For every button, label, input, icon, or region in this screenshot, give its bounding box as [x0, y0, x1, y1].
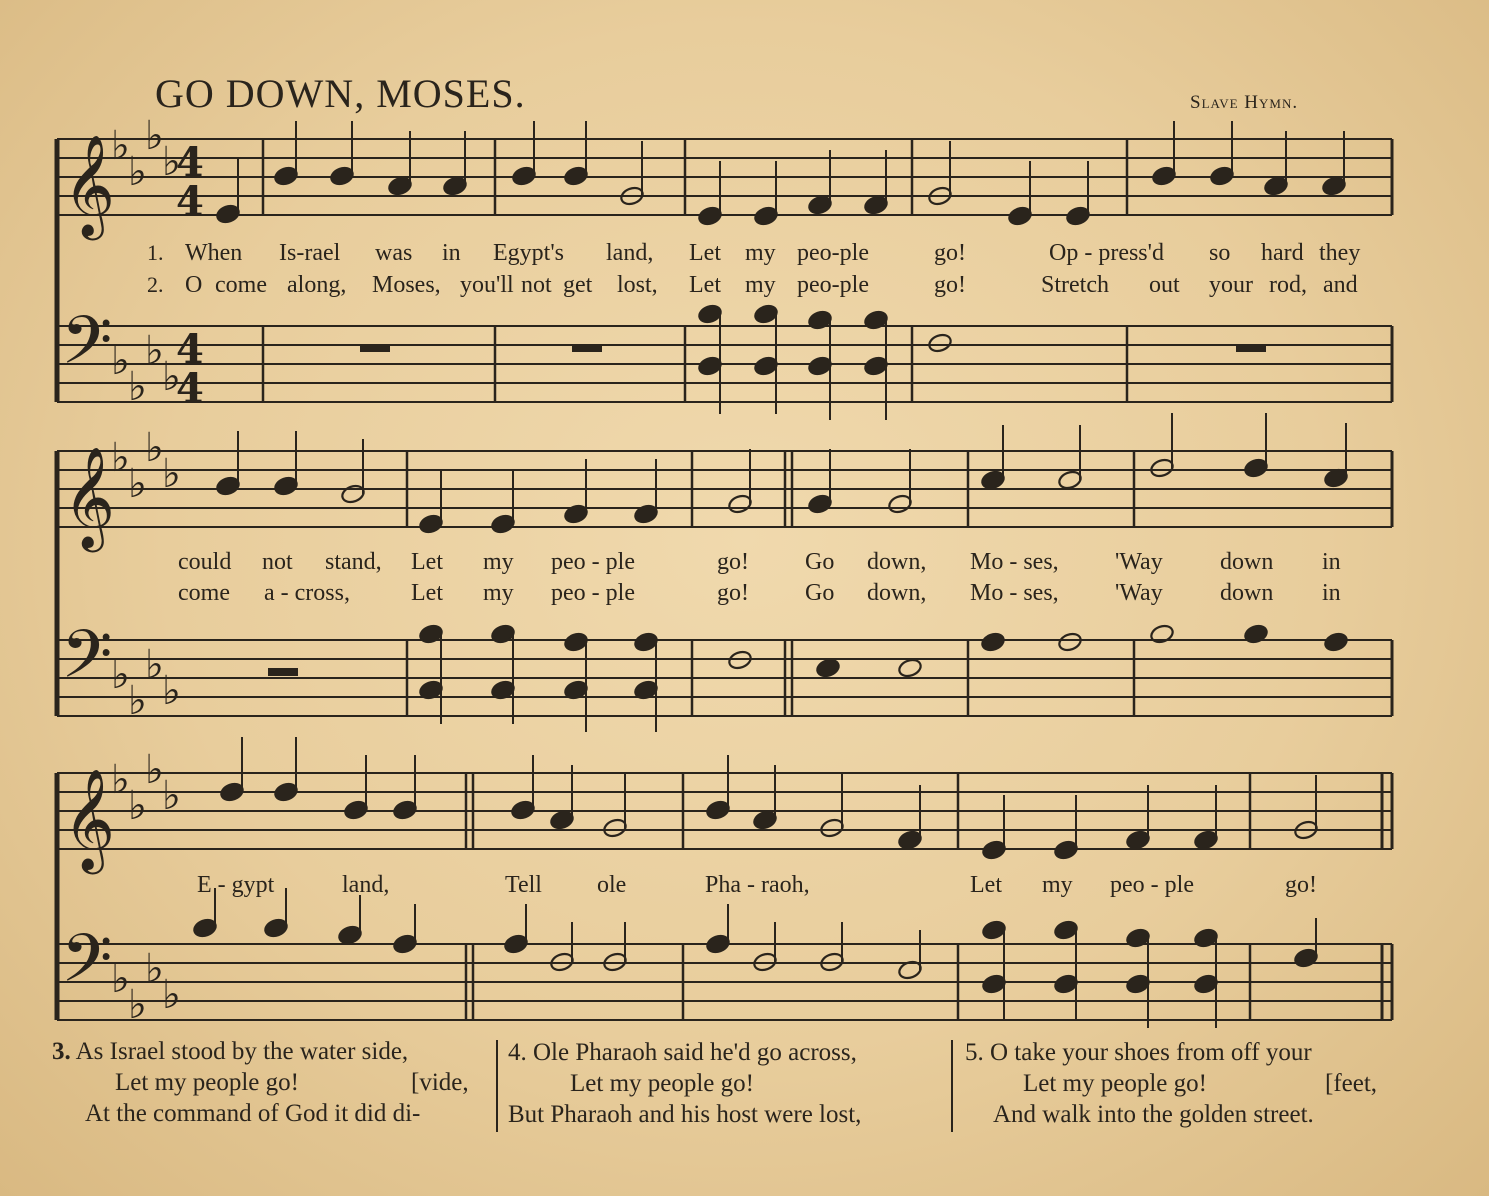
time-signature: 4 [176, 178, 204, 225]
flat-icon: ♭ [162, 354, 181, 400]
lyric-word: Tell [505, 872, 542, 898]
half-note [1149, 623, 1175, 645]
quarter-note [1323, 631, 1349, 653]
flat-icon: ♭ [145, 328, 164, 374]
lyric-word: 'Way [1115, 580, 1163, 606]
quarter-note [980, 631, 1006, 653]
lyric-word: Go [805, 549, 835, 575]
verse-text: But Pharaoh and his host were lost, [508, 1101, 862, 1128]
lyric-word: lost, [617, 272, 658, 298]
flat-icon: ♭ [162, 139, 181, 185]
verse-text: As Israel stood by the water side, [75, 1038, 409, 1065]
flat-icon: ♭ [111, 757, 130, 803]
hymn-title: GO DOWN, MOSES. [155, 71, 526, 116]
lyric-word: they [1319, 240, 1361, 266]
lyric-word: Let [970, 872, 1002, 898]
lyric-word: peo-ple [797, 272, 869, 298]
lyric-word: When [185, 240, 243, 266]
lyric-word: could [178, 549, 232, 575]
verse-number: 3. [52, 1038, 71, 1065]
lyric-word: you'll [460, 272, 514, 298]
flat-icon: ♭ [111, 338, 130, 384]
whole-rest [268, 668, 298, 676]
lyric-word: Let [689, 272, 721, 298]
lyric-word: Egypt's [493, 240, 564, 266]
lyric-word: along, [287, 272, 347, 298]
half-note [1057, 631, 1083, 653]
lyric-word: come [215, 272, 267, 298]
flat-icon: ♭ [128, 678, 147, 724]
flat-icon: ♭ [128, 149, 147, 195]
lyric-word: stand, [325, 549, 382, 575]
lyric-word: go! [717, 580, 749, 606]
lyric-word: a - cross, [264, 580, 350, 606]
verse-line [52, 1098, 420, 1129]
lyric-word: my [483, 580, 514, 606]
verse-line [508, 1037, 861, 1068]
lyric-word: go! [934, 272, 966, 298]
flat-icon: ♭ [162, 668, 181, 714]
treble-clef-icon: 𝄞 [63, 767, 116, 870]
lyric-word: Pha - raoh, [705, 872, 810, 898]
verse-text: O take your shoes from off your [990, 1039, 1312, 1066]
verse-line [52, 1036, 420, 1067]
lyric-word: down [1220, 549, 1274, 575]
lyric-word: was [375, 240, 413, 266]
whole-rest [360, 344, 390, 352]
lyric-word: go! [1285, 872, 1317, 898]
verse-text: [feet, [1325, 1070, 1378, 1097]
verse-number: 4. [508, 1039, 527, 1066]
lyric-word: ole [597, 872, 627, 898]
lyric-word: in [442, 240, 461, 266]
verse-line [52, 1067, 469, 1098]
lyric-word: not [262, 549, 293, 575]
flat-icon: ♭ [111, 652, 130, 698]
quarter-note [815, 657, 841, 679]
flat-icon: ♭ [145, 747, 164, 793]
flat-icon: ♭ [145, 946, 164, 992]
lyric-word: my [745, 240, 776, 266]
lyric-word: 'Way [1115, 549, 1163, 575]
flat-icon: ♭ [128, 461, 147, 507]
flat-icon: ♭ [128, 364, 147, 410]
lyric-word: peo - ple [1110, 872, 1194, 898]
lyric-word: my [1042, 872, 1073, 898]
flat-icon: ♭ [111, 123, 130, 169]
bass-clef-icon: 𝄢 [61, 616, 113, 709]
verse-text: Let my people go! [115, 1069, 299, 1096]
time-signature: 4 [176, 139, 204, 186]
flat-icon: ♭ [162, 451, 181, 497]
lyric-word: out [1149, 272, 1180, 298]
lyric-word: peo - ple [551, 580, 635, 606]
lyric-word: so [1209, 240, 1231, 266]
time-signature: 4 [176, 326, 204, 373]
lyric-word: down, [867, 549, 927, 575]
lyric-word: down [1220, 580, 1274, 606]
quarter-note [1243, 623, 1269, 645]
hymn-subtitle: Slave Hymn. [1190, 92, 1299, 113]
verse-line [965, 1099, 1314, 1130]
lyric-word: come [178, 580, 230, 606]
verse-number: 2. [147, 272, 164, 297]
lyric-word: not [521, 272, 552, 298]
verse-text: Let my people go! [570, 1070, 754, 1097]
verse-5-block [965, 1037, 1378, 1130]
lyric-word: get [563, 272, 593, 298]
flat-icon: ♭ [111, 435, 130, 481]
bass-clef-icon: 𝄢 [61, 302, 113, 395]
lyric-word: go! [717, 549, 749, 575]
lyric-word: Moses, [372, 272, 441, 298]
flat-icon: ♭ [162, 972, 181, 1018]
bass-clef-icon: 𝄢 [61, 920, 113, 1013]
lyric-word: Mo - ses, [970, 549, 1059, 575]
flat-icon: ♭ [128, 783, 147, 829]
lyric-word: my [483, 549, 514, 575]
lyric-word: Mo - ses, [970, 580, 1059, 606]
lyric-word: peo-ple [797, 240, 869, 266]
lyric-word: Go [805, 580, 835, 606]
verse-1-lyric-line [147, 240, 1361, 267]
flat-icon: ♭ [145, 113, 164, 159]
lyric-word: Let [411, 549, 443, 575]
lyric-word: your [1209, 272, 1253, 298]
lyric-word: Is-rael [279, 240, 341, 266]
verse-text: [vide, [411, 1069, 469, 1096]
verse-text: Ole Pharaoh said he'd go across, [533, 1039, 857, 1066]
verse-number: 5. [965, 1039, 984, 1066]
flat-icon: ♭ [145, 642, 164, 688]
verse-text: At the command of God it did di- [85, 1100, 421, 1127]
verse-divider [496, 1040, 498, 1132]
lyric-word: down, [867, 580, 927, 606]
lyric-word: go! [934, 240, 966, 266]
verse-4-block [508, 1037, 861, 1130]
flat-icon: ♭ [128, 982, 147, 1028]
flat-icon: ♭ [162, 773, 181, 819]
treble-clef-icon: 𝄞 [63, 133, 116, 236]
lyric-word: Let [411, 580, 443, 606]
flat-icon: ♭ [111, 956, 130, 1002]
treble-clef-icon: 𝄞 [63, 445, 116, 548]
verse-divider [951, 1040, 953, 1132]
lyric-word: O [185, 272, 203, 298]
lyric-word: land, [606, 240, 654, 266]
lyric-word: hard [1261, 240, 1304, 266]
lyric-word: E - gypt [197, 872, 275, 898]
lyric-word: in [1322, 549, 1341, 575]
lyric-word: in [1322, 580, 1341, 606]
verse-line [965, 1068, 1378, 1099]
verse-3-block [52, 1036, 469, 1129]
verse-number: 1. [147, 240, 164, 265]
whole-rest [572, 344, 602, 352]
half-note [927, 332, 953, 354]
verse-text: And walk into the golden street. [993, 1101, 1314, 1128]
time-signature: 4 [176, 365, 204, 412]
lyric-word: and [1323, 272, 1358, 298]
lyric-word: Stretch [1041, 272, 1109, 298]
verse-text: Let my people go! [1023, 1070, 1207, 1097]
lyric-word: Let [689, 240, 721, 266]
half-note [897, 657, 923, 679]
verse-2-lyric-line [147, 272, 1358, 299]
lyric-word: Op - press'd [1049, 240, 1164, 266]
verse-line [508, 1099, 861, 1130]
flat-icon: ♭ [145, 425, 164, 471]
lyric-word: rod, [1269, 272, 1307, 298]
lyric-word: peo - ple [551, 549, 635, 575]
verse-line [508, 1068, 861, 1099]
lyric-word: land, [342, 872, 390, 898]
lyric-word: my [745, 272, 776, 298]
whole-rest [1236, 344, 1266, 352]
verse-line [965, 1037, 1314, 1068]
